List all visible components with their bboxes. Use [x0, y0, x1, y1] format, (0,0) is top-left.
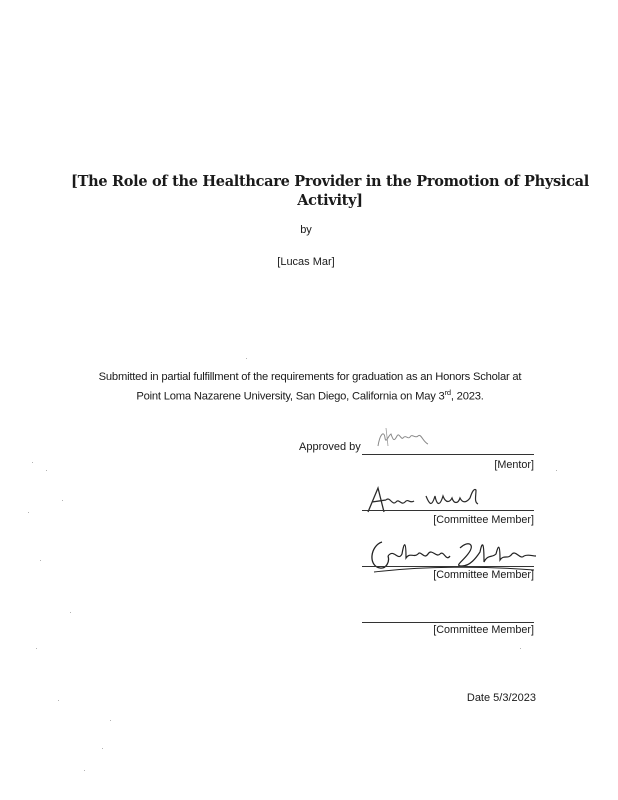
scan-speck	[102, 748, 103, 749]
scan-speck	[36, 648, 37, 649]
scan-speck	[246, 358, 247, 359]
committee-member-3-label: [Committee Member]	[433, 624, 534, 636]
committee-1-signature-line	[362, 510, 534, 511]
scan-speck	[46, 470, 47, 471]
scan-speck	[556, 470, 557, 471]
submission-line-1: Submitted in partial fulfillment of the requirements for graduation as an Honors Scholar at	[98, 371, 522, 383]
by-label: by	[300, 224, 312, 236]
mentor-signature	[372, 424, 434, 454]
submission-line-2-suffix: , 2023.	[450, 390, 484, 403]
thesis-title: [The Role of the Healthcare Provider in the Promotion of Physical Activity]	[71, 173, 589, 209]
scan-speck	[40, 560, 41, 561]
committee-3-signature-line	[362, 622, 534, 623]
scan-speck	[70, 612, 71, 613]
approval-date: Date 5/3/2023	[466, 692, 536, 704]
scan-speck	[28, 512, 29, 513]
submission-statement	[20, 370, 600, 405]
committee-member-1-label: [Committee Member]	[433, 514, 534, 526]
scan-speck	[32, 462, 33, 463]
scan-speck	[84, 770, 85, 771]
submission-line-2	[20, 385, 600, 405]
scan-speck	[62, 500, 63, 501]
submission-ordinal: rd	[444, 388, 451, 397]
mentor-signature-line	[362, 454, 534, 455]
author-name: [Lucas Mar]	[277, 256, 335, 268]
mentor-role-label: [Mentor]	[494, 459, 534, 471]
committee-member-2-label: [Committee Member]	[433, 569, 534, 581]
scan-speck	[110, 720, 111, 721]
submission-line-2-prefix: Point Loma Nazarene University, San Diego, California on May 3	[136, 390, 445, 403]
committee-2-signature-line	[362, 566, 534, 567]
scan-speck	[520, 648, 521, 649]
scan-speck	[58, 700, 59, 701]
approved-by-label: Approved by	[299, 441, 361, 453]
